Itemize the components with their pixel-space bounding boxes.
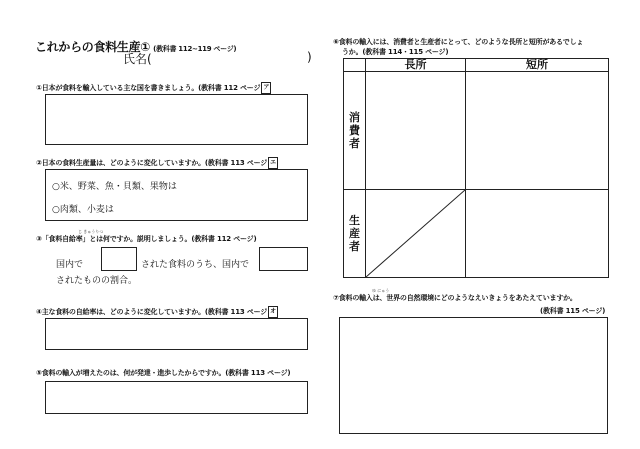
- option-rice-vegetables: ○米、野菜、魚・貝類、果物は: [52, 182, 177, 192]
- header-demerit: 短所: [466, 59, 609, 72]
- answer-box-5[interactable]: [45, 381, 308, 414]
- cell-producer-demerit[interactable]: [466, 190, 609, 278]
- fill-blank-2[interactable]: [259, 247, 308, 271]
- cell-consumer-demerit[interactable]: [466, 72, 609, 190]
- table-corner: [344, 59, 366, 72]
- title-text: これからの食料生産①: [35, 40, 151, 54]
- question-2: [36, 157, 278, 169]
- fill-suffix: されたものの割合。: [56, 276, 138, 286]
- row-consumer-label: 消 費 者: [344, 72, 366, 190]
- answer-box-4[interactable]: [45, 318, 308, 350]
- question-2-text: ②日本の食料生産量は、どのように変化していますか。(教科書 113 ページ: [36, 159, 268, 167]
- question-4: [36, 306, 278, 318]
- question-4-text: ④主な食料の自給率は、どのように変化していますか。(教科書 113 ページ: [36, 308, 268, 316]
- question-4-tag: オ: [268, 306, 278, 318]
- question-6-line1: ⑥食料の輸入には、消費者と生産者にとって、どのような長所と短所があるでしょ: [333, 38, 584, 46]
- question-1-text: ①日本が食料を輸入している主な国を書きましょう。(教科書 112 ページ: [36, 84, 261, 92]
- fill-prefix: 国内で: [56, 260, 84, 270]
- question-5: ⑤食料の輸入が増えたのは、何が発達・進歩したからですか。(教科書 113 ページ): [36, 369, 291, 377]
- name-close: ): [307, 50, 312, 64]
- question-7-ref: (教科書 115 ページ): [540, 307, 606, 315]
- question-3-ruby: じ きゅうりつ: [78, 229, 104, 234]
- answer-box-1[interactable]: [45, 94, 308, 145]
- merit-demerit-table: [343, 58, 609, 278]
- fill-blank-1[interactable]: [101, 247, 137, 271]
- header-merit: 長所: [366, 59, 466, 72]
- cell-consumer-merit[interactable]: [366, 72, 466, 190]
- option-meat-wheat: ○肉類、小麦は: [52, 205, 114, 215]
- fill-middle: された食料のうち、国内で: [141, 260, 250, 270]
- question-3: ③「食料自給率」とは何ですか。説明しましょう。(教科書 112 ページ): [36, 235, 257, 243]
- title-ref: (教科書 112~119 ページ): [153, 45, 237, 53]
- question-1: [36, 82, 271, 94]
- question-2-tag: エ: [268, 157, 278, 169]
- row-producer-label: 生 産 者: [344, 190, 366, 278]
- question-1-tag: ア: [261, 82, 271, 94]
- name-label: 氏名(: [123, 52, 152, 66]
- question-7: ⑦食料の輸入は、世界の自然環境にどのようなえいきょうをあたえていますか。: [333, 294, 577, 302]
- answer-box-7[interactable]: [339, 317, 608, 434]
- question-6-line2: うか。(教科書 114・115 ページ): [342, 48, 449, 56]
- answer-box-2[interactable]: [45, 169, 308, 221]
- diagonal-strike: [366, 190, 465, 277]
- question-7-ruby: ゆ にゅう: [372, 288, 390, 293]
- cell-producer-merit[interactable]: [366, 190, 466, 278]
